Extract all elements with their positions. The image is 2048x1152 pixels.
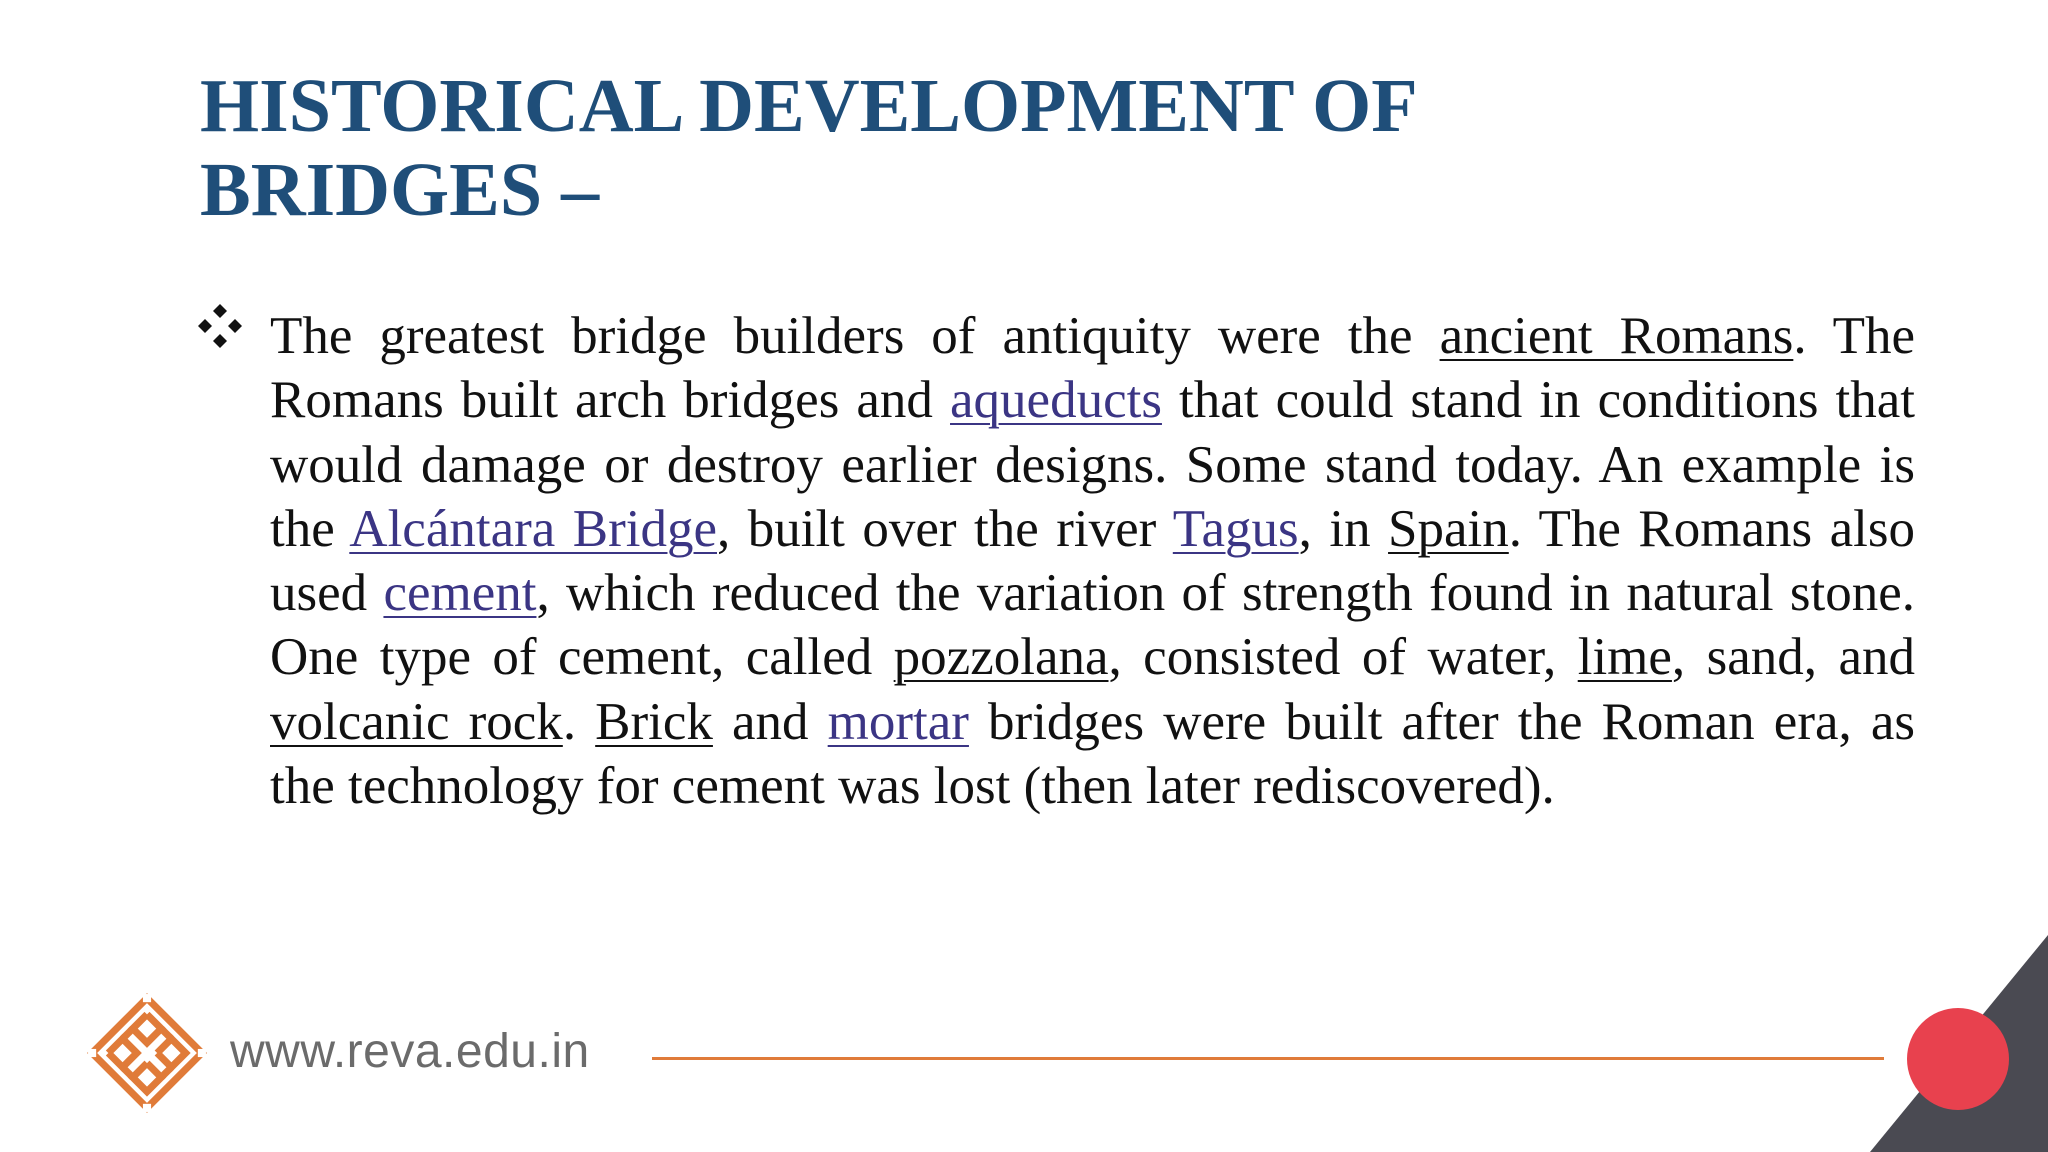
link-brick[interactable]: Brick	[595, 692, 713, 751]
link-lime[interactable]: lime	[1577, 628, 1672, 687]
link-ancient-romans[interactable]: ancient Romans	[1439, 307, 1794, 365]
paragraph-text: .	[562, 692, 596, 751]
paragraph-text: , consisted of water,	[1108, 628, 1578, 687]
four-diamond-bullet-icon	[196, 302, 244, 350]
slide-title-line-1: HISTORICAL DEVELOPMENT OF	[200, 64, 1418, 148]
footer-divider-line	[652, 1057, 1884, 1060]
red-circle-decoration	[1907, 1008, 2009, 1110]
link-aqueducts[interactable]: aqueducts	[950, 371, 1162, 430]
link-pozzolana[interactable]: pozzolana	[893, 628, 1109, 687]
paragraph-text: , sand, and	[1671, 628, 1915, 687]
link-cement[interactable]: cement	[383, 564, 537, 623]
paragraph-text: , which reduced the variation of strength found in natural stone. One type of cement, called	[270, 564, 1915, 687]
paragraph-text: , in	[1298, 499, 1389, 558]
paragraph-text: and	[712, 692, 828, 751]
link-volcanic-rock[interactable]: volcanic rock	[270, 692, 563, 751]
paragraph-text: The greatest bridge builders of antiquity were the	[270, 307, 1440, 365]
bullet-paragraph	[270, 304, 1915, 818]
link-tagus[interactable]: Tagus	[1172, 499, 1299, 558]
paragraph-text: that could stand in conditions that would damage or destroy earlier designs. Some stand today. An example is the	[270, 371, 1916, 558]
reva-knot-logo-icon	[86, 992, 208, 1114]
paragraph-text: . The Romans also used	[270, 499, 1915, 623]
paragraph-text: , built over the river	[717, 499, 1173, 558]
paragraph-text: . The Romans built arch bridges and	[270, 307, 1916, 430]
link-spain[interactable]: Spain	[1388, 499, 1509, 558]
slide-title-line-2: BRIDGES –	[200, 148, 600, 232]
paragraph-text: bridges were built after the Roman era, as the technology for cement was lost (then later rediscovered).	[270, 692, 1915, 816]
footer-website-url: www.reva.edu.in	[230, 1025, 590, 1078]
link-mortar[interactable]: mortar	[827, 692, 969, 751]
slide-title	[200, 64, 1700, 232]
link-alc-ntara-bridge[interactable]: Alcántara Bridge	[349, 499, 717, 558]
